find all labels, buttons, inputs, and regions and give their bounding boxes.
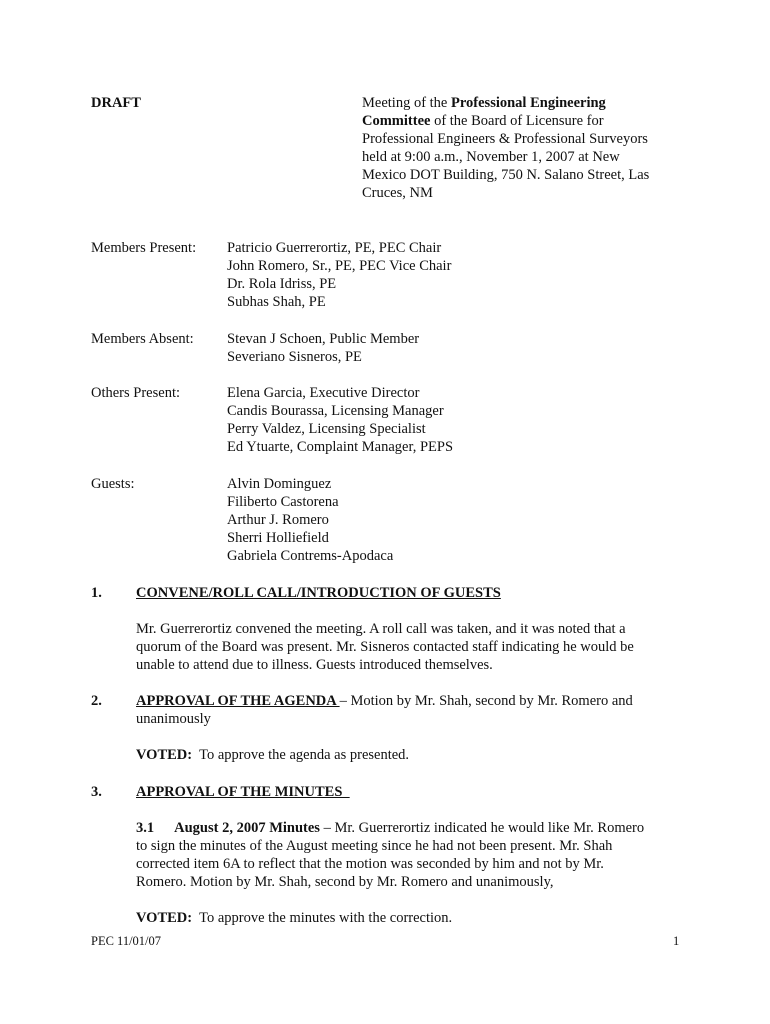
- list-item: Alvin Dominguez: [227, 476, 332, 492]
- meeting-line-2-bold: Committee: [362, 113, 431, 129]
- draft-label: DRAFT: [91, 95, 141, 111]
- meeting-line-1: [362, 94, 692, 112]
- paragraph-line: unable to attend due to illness. Guests introduced themselves.: [136, 657, 493, 673]
- voted-label: VOTED:: [136, 910, 193, 926]
- list-item: Patricio Guerrerortiz, PE, PEC Chair: [227, 240, 442, 256]
- voted-label: VOTED:: [136, 747, 193, 763]
- list-item: Candis Bourassa, Licensing Manager: [227, 403, 444, 419]
- section-2-number: 2.: [91, 693, 102, 709]
- paragraph-line: to sign the minutes of the August meeting since he had not been present. Mr. Shah: [136, 838, 613, 854]
- list-item: Subhas Shah, PE: [227, 294, 326, 310]
- meeting-header: [362, 94, 692, 202]
- members-absent-list: [227, 330, 419, 366]
- section-1-body: [136, 620, 634, 674]
- footer-document-code: PEC 11/01/07: [91, 934, 162, 948]
- others-present-list: [227, 384, 453, 456]
- meeting-line-2-rest: of the Board of Licensure for: [430, 113, 604, 129]
- guests-list: [227, 475, 393, 565]
- meeting-line-5: Mexico DOT Building, 750 N. Salano Street, Las: [362, 167, 650, 183]
- section-3-number: 3.: [91, 784, 102, 800]
- section-2-body: [136, 692, 633, 728]
- list-item: Arthur J. Romero: [227, 512, 329, 528]
- list-item: Severiano Sisneros, PE: [227, 349, 362, 365]
- list-item: Perry Valdez, Licensing Specialist: [227, 421, 426, 437]
- section-3-1-number: 3.1: [136, 820, 155, 836]
- paragraph-line: Mr. Guerrerortiz convened the meeting. A roll call was taken, and it was noted that a: [136, 621, 626, 637]
- paragraph-line: unanimously: [136, 711, 211, 727]
- list-item: Ed Ytuarte, Complaint Manager, PEPS: [227, 439, 454, 455]
- others-present-label: Others Present:: [91, 385, 180, 401]
- list-item: John Romero, Sr., PE, PEC Vice Chair: [227, 258, 452, 274]
- guests-label: Guests:: [91, 476, 135, 492]
- paragraph-line: Romero. Motion by Mr. Shah, second by Mr. Romero and unanimously,: [136, 874, 554, 890]
- section-3-1-heading-rest: – Mr. Guerrerortiz indicated he would like Mr. Romero: [319, 820, 645, 836]
- footer-page-number: 1: [673, 934, 680, 948]
- meeting-line-1-prefix: Meeting of the: [362, 95, 451, 111]
- section-1-number: 1.: [91, 585, 102, 601]
- list-item: Dr. Rola Idriss, PE: [227, 276, 337, 292]
- section-2-heading: APPROVAL OF THE AGENDA: [136, 693, 340, 709]
- section-3-1-heading-line: [136, 819, 644, 837]
- section-3-1-heading: August 2, 2007 Minutes: [174, 820, 320, 836]
- section-3-1-body: [136, 819, 644, 891]
- list-item: Sherri Holliefield: [227, 530, 329, 546]
- meeting-line-2: [362, 112, 692, 130]
- section-1-heading: CONVENE/ROLL CALL/INTRODUCTION OF GUESTS: [136, 585, 501, 601]
- list-item: Gabriela Contrems-Apodaca: [227, 548, 394, 564]
- members-present-list: [227, 239, 451, 311]
- section-3-heading: APPROVAL OF THE MINUTES: [136, 784, 350, 800]
- paragraph-line: quorum of the Board was present. Mr. Sisneros contacted staff indicating he would be: [136, 639, 634, 655]
- section-2-heading-line: [136, 692, 633, 710]
- voted-text: To approve the minutes with the correction.: [192, 910, 453, 926]
- meeting-line-3: Professional Engineers & Professional Surveyors: [362, 131, 648, 147]
- paragraph-line: corrected item 6A to reflect that the motion was seconded by him and not by Mr.: [136, 856, 604, 872]
- section-2-heading-rest: – Motion by Mr. Shah, second by Mr. Romero and: [339, 693, 633, 709]
- meeting-line-1-bold: Professional Engineering: [451, 95, 606, 111]
- meeting-line-6: Cruces, NM: [362, 185, 433, 201]
- list-item: Filiberto Castorena: [227, 494, 339, 510]
- members-present-label: Members Present:: [91, 240, 197, 256]
- voted-text: To approve the agenda as presented.: [192, 747, 410, 763]
- meeting-line-4: held at 9:00 a.m., November 1, 2007 at New: [362, 149, 620, 165]
- section-3-voted: [136, 909, 452, 927]
- list-item: Stevan J Schoen, Public Member: [227, 331, 420, 347]
- section-2-voted: [136, 746, 409, 764]
- members-absent-label: Members Absent:: [91, 331, 194, 347]
- list-item: Elena Garcia, Executive Director: [227, 385, 420, 401]
